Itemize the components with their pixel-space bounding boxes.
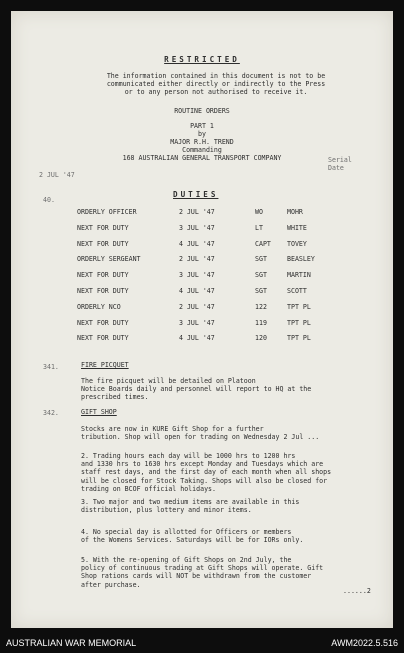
table-row: NEXT FOR DUTY 3 JUL '47 SGT MARTIN bbox=[77, 271, 311, 279]
table-row: NEXT FOR DUTY 4 JUL '47 120 TPT PL bbox=[77, 334, 311, 342]
order-date: 2 JUL '47 bbox=[39, 171, 75, 179]
gift-shop-heading: GIFT SHOP bbox=[81, 408, 117, 416]
fire-item-number: 341. bbox=[43, 363, 59, 371]
fire-picquet-heading: FIRE PICQUET bbox=[81, 361, 129, 369]
table-row: ORDERLY NCO 2 JUL '47 122 TPT PL bbox=[77, 303, 311, 311]
commanding-label: Commanding bbox=[182, 146, 222, 154]
classification-heading: RESTRICTED bbox=[164, 55, 240, 64]
gift-shop-paragraph-5: 5. With the re-opening of Gift Shops on 2nd July, the policy of continuous trading at Gift Shops will operate. Gift Shop rations cards will NOT be withdrawn from the customer after purchase. bbox=[81, 556, 324, 589]
item-number: 40. bbox=[43, 196, 55, 204]
table-row: NEXT FOR DUTY 4 JUL '47 CAPT TOVEY bbox=[77, 240, 307, 248]
gift-item-number: 342. bbox=[43, 409, 59, 417]
duties-title: DUTIES bbox=[173, 190, 219, 199]
orders-title: ROUTINE ORDERS bbox=[174, 107, 230, 115]
footer-catalog-number: AWM2022.5.516 bbox=[331, 638, 398, 648]
serial-date-label: Date bbox=[328, 164, 344, 172]
by-label: by bbox=[198, 130, 206, 138]
table-row: NEXT FOR DUTY 4 JUL '47 SGT SCOTT bbox=[77, 287, 307, 295]
gift-shop-paragraph-4: 4. No special day is allotted for Officers or members of the Womens Services. Saturdays will be for IORs only. bbox=[81, 528, 304, 545]
unit-name: 168 AUSTRALIAN GENERAL TRANSPORT COMPANY bbox=[122, 154, 282, 162]
table-row: ORDERLY OFFICER 2 JUL '47 WO MOHR bbox=[77, 208, 303, 216]
gift-shop-paragraph-1: Stocks are now in KURE Gift Shop for a further tribution. Shop will open for trading on Wednesday 2 Jul ... bbox=[81, 425, 320, 442]
fire-picquet-text: The fire picquet will be detailed on Platoon Notice Boards daily and personnel will report to HQ at the prescribed times. bbox=[81, 377, 312, 402]
part-label: PART 1 bbox=[190, 122, 214, 130]
footer-institution: AUSTRALIAN WAR MEMORIAL bbox=[6, 638, 137, 648]
gift-shop-paragraph-2: 2. Trading hours each day will be 1000 hrs to 1200 hrs and 1330 hrs to 1630 hrs except Monday and Tuesdays which are staff rest days, and the first day of each month when all shops will be closed for Stock Taking. Shops will also be closed for trading on BCOF official holidays. bbox=[81, 452, 332, 493]
document-page bbox=[11, 11, 393, 628]
table-row: NEXT FOR DUTY 3 JUL '47 LT WHITE bbox=[77, 224, 307, 232]
table-row: NEXT FOR DUTY 3 JUL '47 119 TPT PL bbox=[77, 319, 311, 327]
serial-label: Serial bbox=[328, 156, 352, 164]
table-row: ORDERLY SERGEANT 2 JUL '47 SGT BEASLEY bbox=[77, 255, 315, 263]
continued-marker: ......2 bbox=[343, 587, 371, 595]
commander-name: MAJOR R.H. TREND bbox=[170, 138, 234, 146]
security-warning: The information contained in this document is not to be communicated either directly or indirectly to the Press or to any person not authorised to receive it. bbox=[106, 72, 326, 97]
gift-shop-paragraph-3: 3. Two major and two medium items are available in this distribution, plus lottery and minor items. bbox=[81, 498, 300, 515]
